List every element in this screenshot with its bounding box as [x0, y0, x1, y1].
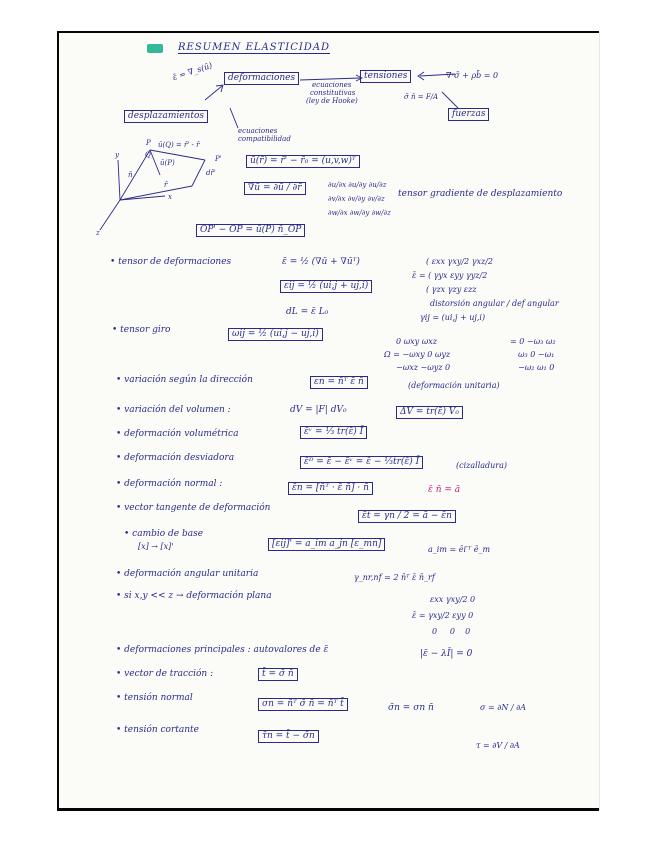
dev-eq: ε̄ᴰ = ε̄ − ε̄ᵛ = ε̄ − ⅓tr(ε̄) Ī — [300, 456, 423, 469]
trac-label: • vector de tracción : — [116, 669, 214, 679]
ra-1-0: −ωxy — [402, 350, 425, 359]
jac-r1 — [328, 196, 385, 203]
jac-2-0: ∂w/∂x — [328, 209, 348, 217]
pm-0-2: 0 — [470, 595, 476, 604]
ang-eq: γ_nr,nf = 2 n̄ᵀ ε̄ n̄_rf — [354, 573, 435, 582]
op-relation: OP' − OP = ū(P) n̄_OP — [196, 224, 305, 237]
box-tensiones: tensiones — [360, 70, 411, 83]
gamma-note: distorsión angular / def angular — [430, 299, 559, 308]
varvol-eq: dV = |F| dV₀ — [290, 405, 347, 415]
rb-0-2: ω₂ — [545, 337, 556, 346]
pm-1-2: 0 — [468, 611, 474, 620]
label-uQ: ū(Q) = r̄' - r̄ — [158, 141, 200, 149]
jac-1-0: ∂v/∂x — [328, 195, 346, 203]
sm-2-2: εzz — [463, 285, 477, 294]
sm-1-2: γyz/2 — [466, 271, 488, 280]
basis-label: • cambio de base — [124, 529, 204, 539]
trac-eq: t̄ = σ̄ n̄ — [258, 668, 298, 681]
jac-1-2: ∂v/∂z — [367, 195, 385, 203]
compat-2: compatibilidad — [238, 135, 291, 143]
rb-2-1: ω₁ — [536, 363, 547, 372]
strain-matrix-r1: ε̄ = ( γyx εyy γyz/2 — [412, 271, 488, 280]
tn-vec: σ̄n = σn n̄ — [388, 703, 434, 713]
sm-2-0: γzx — [431, 285, 446, 294]
traction-eq: σ̄ n̄ = F/A — [404, 93, 439, 101]
pm-2-2: 0 — [465, 627, 471, 636]
rot-b-r2 — [518, 364, 554, 372]
princ-label: • deformaciones principales : autovalores de ε̄ — [116, 645, 329, 655]
vardir-label: • variación según la dirección — [116, 375, 253, 385]
jac-1-1: ∂v/∂y — [347, 195, 366, 203]
strain-ij: εij = ½ (ui,j + uj,i) — [280, 280, 372, 293]
jac-0-2: ∂u/∂z — [368, 181, 387, 189]
ra-1-2: ωyz — [434, 350, 451, 359]
box-fuerzas: fuerzas — [448, 108, 489, 121]
label-r: r̄ — [164, 181, 168, 189]
plane-label: • si x,y << z → deformación plana — [116, 591, 272, 601]
vol-eq: ε̄ᵛ = ⅓ tr(ε̄) Ī — [300, 426, 367, 439]
vardir-eq: εn = n̄ᵀ ε̄ n̄ — [310, 376, 368, 389]
constitutive-2: constitutivas — [310, 89, 356, 97]
norm-pink: ε̄ n̄ = ā — [428, 485, 461, 495]
dev-label: • deformación desviadora — [116, 453, 235, 463]
tang-eq: ε̄t = γn / 2 = ā − ε̄n — [358, 510, 456, 523]
rb-1-1: 0 — [530, 350, 536, 359]
rot-b-r0: = 0 −ω₃ ω₂ — [510, 337, 556, 346]
basis-right: a_im = ēi′ᵀ ē_m — [428, 545, 491, 554]
jac-r0 — [328, 182, 386, 189]
label-Pp: P' — [215, 155, 222, 163]
rb-0-1: −ω₃ — [526, 337, 544, 346]
rb-2-2: 0 — [549, 363, 555, 372]
ra-0-0: 0 — [396, 337, 402, 346]
basis-eq: [εij]' = a_im a_jn [ε_mn] — [268, 538, 385, 551]
rot-a-r2 — [396, 364, 450, 372]
tn-eq: σn = n̄ᵀ σ̄ n̄ = n̄ᵀ t̄ — [258, 698, 348, 711]
rot-eq: ωij = ½ (ui,j − uj,i) — [228, 328, 323, 341]
box-deformaciones: deformaciones — [224, 72, 299, 85]
label-z: z — [96, 229, 100, 237]
page-title: RESUMEN ELASTICIDAD — [178, 42, 331, 53]
label-dr: dr̄' — [206, 169, 216, 177]
eps-relation: ε̄ = ∇_s(ū) — [171, 60, 214, 83]
strain-matrix-r0: ( εxx γxy/2 γxz/2 — [426, 257, 493, 266]
vol-label: • deformación volumétrica — [116, 429, 239, 439]
rb-2-0: −ω₂ — [518, 363, 535, 372]
sm-0-2: γxz/2 — [471, 257, 493, 266]
label-Q: Q — [145, 151, 151, 159]
plane-r0 — [430, 596, 475, 604]
norm-eq: ε̄n = [n̄ᵀ · ε̄ n̄] · n̄ — [288, 482, 373, 495]
label-y: y — [115, 151, 119, 159]
ra-1-1: 0 — [427, 350, 433, 359]
rot-label: • tensor giro — [112, 325, 171, 335]
pm-2-0: 0 — [432, 627, 438, 636]
rb-0-0: 0 — [519, 337, 525, 346]
jac-2-2: ∂w/∂z — [371, 209, 391, 217]
basis-sub: [x] → [x]' — [138, 542, 174, 551]
sm-0-0: εxx — [431, 257, 445, 266]
dl-eq: dL = ε̄ L₀ — [286, 307, 329, 317]
rot-a-r1: Ω = −ωxy 0 ωyz — [384, 350, 451, 359]
tn-right: σ = ∂N / ∂A — [480, 703, 527, 712]
sm-2-1: γzy — [447, 285, 462, 294]
u-definition: ū(r̄) = r̄' − r̄₀ = (u,v,w)ᵀ — [246, 155, 360, 168]
plane-r1: ε̄ = γxy/2 εyy 0 — [412, 611, 474, 620]
tc-label: • tensión cortante — [116, 725, 199, 735]
gamma-eq: γij = (ui,j + uj,i) — [420, 313, 486, 322]
rot-a-r0 — [396, 338, 437, 346]
strain-label: • tensor de deformaciones — [110, 257, 232, 267]
ra-2-0: −ωxz — [396, 363, 418, 372]
pm-2-1: 0 — [449, 627, 455, 636]
ang-label: • deformación angular unitaria — [116, 569, 259, 579]
ra-2-1: −ωyz — [420, 363, 443, 372]
varvol-box: ΔV = tr(ε̄) V₀ — [396, 406, 463, 419]
label-P: P — [146, 139, 151, 147]
ra-0-2: ωxz — [421, 337, 437, 346]
jac-0-1: ∂u/∂y — [348, 181, 367, 189]
pm-0-0: εxx — [430, 595, 444, 604]
constitutive-3: (ley de Hooke) — [306, 97, 358, 105]
princ-eq: |ε̄ − λĪ| = 0 — [420, 649, 473, 659]
sm-1-1: εyy — [450, 271, 464, 280]
ra-0-1: ωxy — [403, 337, 420, 346]
pm-1-1: εyy — [452, 611, 466, 620]
label-x: x — [168, 193, 172, 201]
jac-0-0: ∂u/∂x — [328, 181, 347, 189]
strain-matrix-r2: ( γzx γzy εzz — [426, 285, 477, 294]
equilibrium-eq: ∇·σ̄ + ρb̄ = 0 — [446, 71, 499, 80]
grad-label: tensor gradiente de desplazamiento — [398, 189, 563, 199]
label-uP: ū(P) — [160, 159, 175, 167]
tc-right: τ = ∂V / ∂A — [476, 741, 520, 750]
pm-0-1: γxy/2 — [445, 595, 468, 604]
sm-1-0: γyx — [433, 271, 448, 280]
jac-r2 — [328, 210, 391, 217]
dev-note: (cizalladura) — [456, 461, 508, 470]
label-n: n̄ — [128, 171, 133, 179]
box-desplazamientos: desplazamientos — [124, 110, 208, 123]
rb-1-0: ω₃ — [518, 350, 528, 359]
grad-definition: ∇ū = ∂ū / ∂r̄ — [244, 182, 306, 195]
varvol-label: • variación del volumen : — [116, 405, 231, 415]
rot-b-r1 — [518, 351, 554, 359]
sm-0-1: γxy/2 — [447, 257, 470, 266]
constitutive-1: ecuaciones — [312, 81, 352, 89]
jac-2-1: ∂w/∂y — [349, 209, 370, 217]
tang-label: • vector tangente de deformación — [116, 503, 271, 513]
ra-2-2: 0 — [445, 363, 451, 372]
strain-eq: ε̄ = ½ (∇ū + ∇ūᵀ) — [282, 257, 360, 267]
compat-1: ecuaciones — [238, 127, 278, 135]
vardir-note: (deformación unitaria) — [408, 381, 500, 390]
tn-label: • tensión normal — [116, 693, 193, 703]
norm-label: • deformación normal : — [116, 479, 223, 489]
rb-1-2: −ω₁ — [537, 350, 555, 359]
plane-r2 — [432, 628, 470, 636]
pm-1-0: γxy/2 — [428, 611, 450, 620]
tc-eq: τ̄n = t̄ − σ̄n — [258, 730, 319, 743]
